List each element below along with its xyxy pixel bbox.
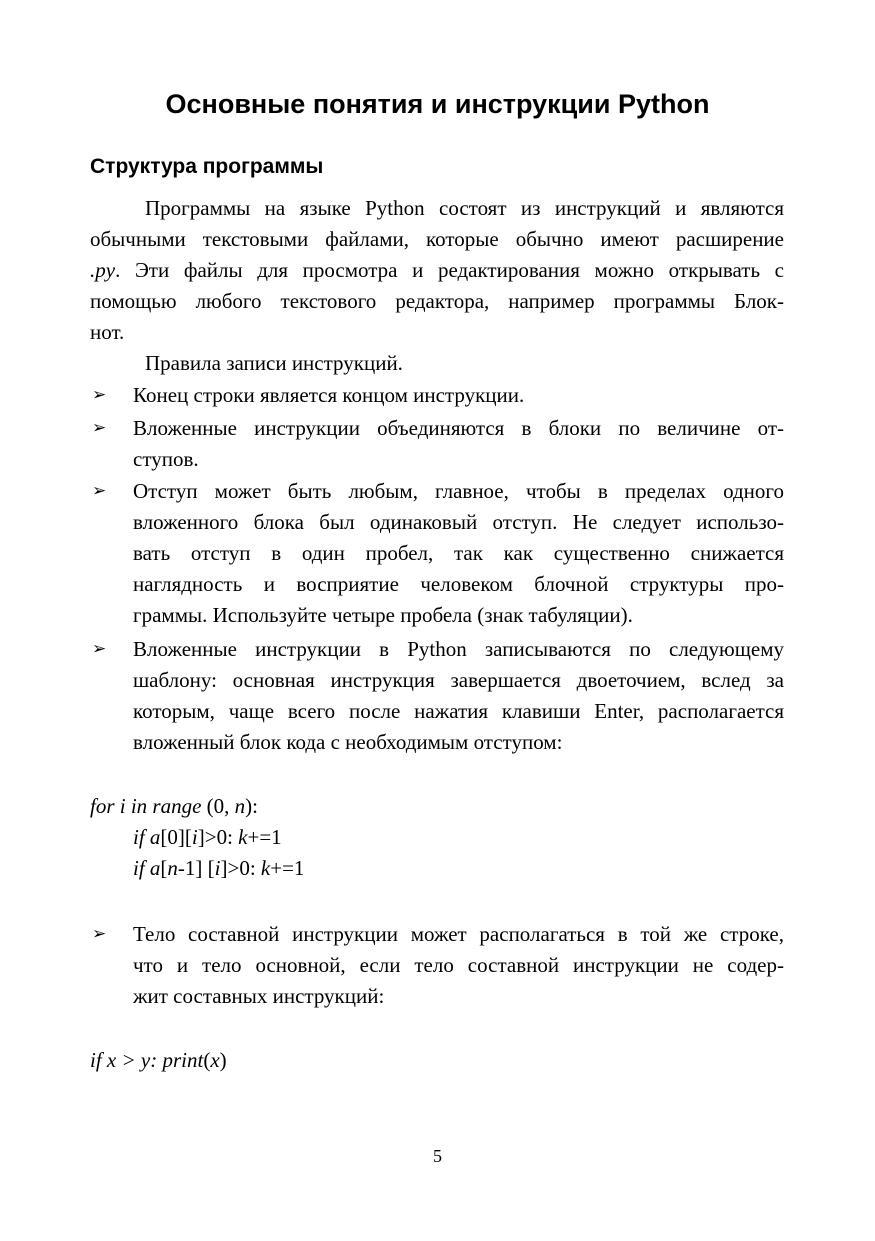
bullet-arrow-icon: ➢	[92, 418, 107, 438]
bullet-arrow-icon: ➢	[92, 924, 107, 944]
code-keyword: if x > y: print	[90, 1048, 204, 1072]
bullet-line: Отступ может быть любым, главное, чтобы в пределах одного	[133, 479, 784, 503]
code-var: i	[214, 856, 221, 880]
paragraph-line: нот.	[90, 320, 125, 344]
code-line	[90, 1045, 227, 1076]
code-punct: )	[219, 1048, 227, 1072]
code-punct: (0,	[201, 794, 235, 818]
code-line	[90, 791, 258, 822]
code-punct: ]>0:	[220, 856, 261, 880]
bullet-line: Вложенные инструкции в Python записываются по следующему	[133, 637, 784, 661]
code-punct: ]>0:	[197, 825, 239, 849]
bullet-line: что и тело основной, если тело составной инструкции не содер-	[133, 953, 784, 977]
code-keyword: if a	[133, 825, 161, 849]
code-line	[133, 822, 282, 853]
code-punct: +=1	[247, 825, 282, 849]
bullet-arrow-icon: ➢	[92, 481, 107, 501]
file-extension: .py	[90, 258, 116, 282]
code-var: i	[191, 825, 198, 849]
code-punct: (	[203, 1048, 211, 1072]
paragraph-text: . Эти файлы для просмотра и редактирования можно открывать с	[115, 258, 784, 282]
code-punct: ):	[245, 794, 258, 818]
bullet-arrow-icon: ➢	[92, 385, 107, 405]
paragraph-line	[90, 255, 784, 286]
code-line	[133, 853, 304, 884]
paragraph-line: Программы на языке Python состоят из инструкций и являются	[145, 196, 784, 220]
code-var: n	[167, 856, 178, 880]
code-keyword: for i in range	[90, 794, 202, 818]
section-title: Структура программы	[90, 155, 324, 178]
page-title: Основные понятия и инструкции Python	[165, 89, 710, 119]
code-punct: +=1	[270, 856, 305, 880]
bullet-line: граммы. Используйте четыре пробела (знак табуляции).	[133, 603, 633, 627]
code-var: n	[234, 794, 246, 818]
code-punct: -1] [	[177, 856, 215, 880]
bullet-line: которым, чаще всего после нажатия клавиши Enter, располагается	[133, 699, 784, 723]
bullet-line: наглядность и восприятие человеком блочной структуры про-	[133, 572, 784, 596]
rules-intro: Правила записи инструкций.	[145, 351, 403, 375]
code-var: x	[210, 1048, 220, 1072]
bullet-line: жит составных инструкций:	[133, 984, 385, 1008]
paragraph-line: обычными текстовыми файлами, которые обычно имеют расширение	[90, 227, 784, 251]
page-number: 5	[433, 1146, 442, 1166]
bullet-line: вложенный блок кода с необходимым отступом:	[133, 730, 563, 754]
bullet-line: Конец строки является концом инструкции.	[133, 383, 525, 407]
bullet-line: вложенного блока был одинаковый отступ. Не следует использо-	[133, 510, 784, 534]
bullet-line: ступов.	[133, 447, 199, 471]
bullet-arrow-icon: ➢	[92, 639, 107, 659]
code-punct: [	[160, 856, 168, 880]
code-var: k	[260, 856, 271, 880]
paragraph-line: помощью любого текстового редактора, например программы Блок-	[90, 289, 784, 313]
code-var: k	[238, 825, 248, 849]
bullet-line: шаблону: основная инструкция завершается двоеточием, вслед за	[133, 668, 784, 692]
bullet-line: вать отступ в один пробел, так как существенно снижается	[133, 541, 784, 565]
bullet-line: Тело составной инструкции может располагаться в той же строке,	[133, 922, 784, 946]
bullet-line: Вложенные инструкции объединяются в блоки по величине от-	[133, 416, 784, 440]
code-keyword: if a	[133, 856, 161, 880]
code-punct: [0][	[160, 825, 192, 849]
